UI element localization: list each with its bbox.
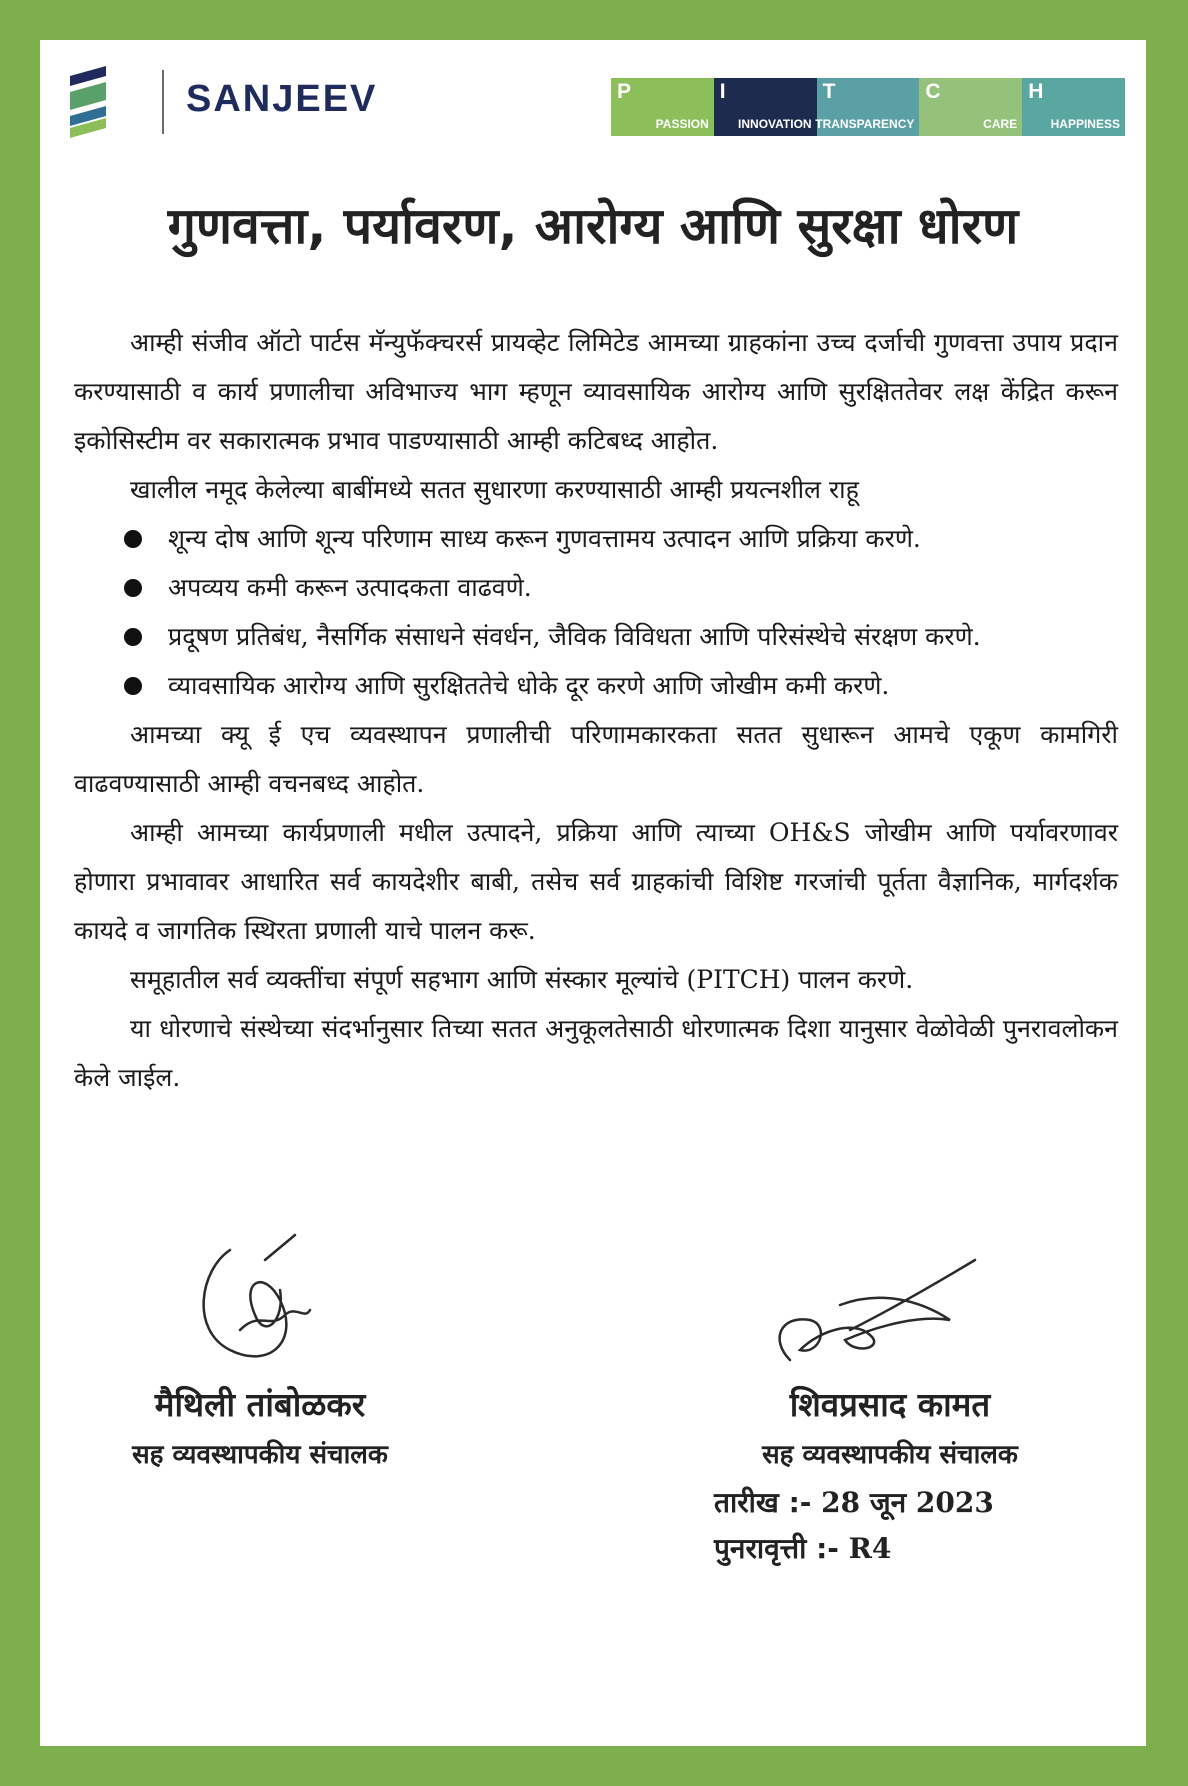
company-logo xyxy=(70,66,400,138)
signature-image xyxy=(680,1220,1100,1380)
signatory-right xyxy=(680,1220,1100,1480)
signatory-left xyxy=(80,1220,440,1480)
signatory-role: सह व्यवस्थापकीय संचालक xyxy=(762,1440,1018,1470)
paragraph-compliance: आम्ही आमच्या कार्यप्रणाली मधील उत्पादने, प्रक्रिया आणि त्याच्या OH&S जोखीम आणि पर्यावरणावर होणारा प्रभावावर आधारित सर्व कायदेशीर बाबी, तसेच सर्व ग्राहकांची विशिष्ट गरजांची पूर्तता वैज्ञानिक, मार्गदर्शक कायदे व जागतिक स्थिरता प्रणाली याचे पालन करू. xyxy=(74,818,1118,945)
revision-line xyxy=(714,1526,994,1572)
pitch-cell-innovation xyxy=(714,78,817,136)
pitch-word: TRANSPARENCY xyxy=(815,117,915,131)
list-item-text: प्रदूषण प्रतिबंध, नैसर्गिक संसाधने संवर्धन, जैविक विविधता आणि परिसंस्थेचे संरक्षण करणे. xyxy=(168,622,981,651)
list-item xyxy=(124,612,1118,661)
revision-value: R4 xyxy=(848,1532,892,1565)
signature-image xyxy=(80,1220,440,1380)
paragraph-pitch-values: समूहातील सर्व व्यक्तींचा संपूर्ण सहभाग आणि संस्कार मूल्यांचे (PITCH) पालन करणे. xyxy=(130,965,914,994)
bullet-icon xyxy=(124,677,142,695)
list-item-text: व्यावसायिक आरोग्य आणि सुरक्षिततेचे धोके दूर करणे आणि जोखीम कमी करणे. xyxy=(168,671,890,700)
list-item-text: शून्य दोष आणि शून्य परिणाम साध्य करून गुणवत्तामय उत्पादन आणि प्रक्रिया करणे. xyxy=(168,524,921,553)
paragraph-qeh-system: आमच्या क्यू ई एच व्यवस्थापन प्रणालीची परिणामकारकता सतत सुधारून आमचे एकूण कामगिरी वाढवण्यासाठी आम्ही वचनबध्द आहोत. xyxy=(74,720,1118,798)
policy-body xyxy=(74,318,1118,1102)
list-item xyxy=(124,563,1118,612)
signatory-name: मैथिली तांबोळकर xyxy=(154,1385,366,1424)
pitch-values-banner xyxy=(611,78,1125,136)
date-line xyxy=(714,1480,994,1526)
pitch-letter: P xyxy=(617,80,632,103)
pitch-letter: T xyxy=(822,80,836,103)
pitch-cell-passion xyxy=(611,78,714,136)
signatory-role: सह व्यवस्थापकीय संचालक xyxy=(132,1440,388,1470)
bullet-icon xyxy=(124,628,142,646)
list-item-text: अपव्यय कमी करून उत्पादकता वाढवणे. xyxy=(168,573,532,602)
list-item xyxy=(124,514,1118,563)
bullet-icon xyxy=(124,530,142,548)
signatory-name: शिवप्रसाद कामत xyxy=(789,1385,991,1424)
paragraph-review: या धोरणाचे संस्थेच्या संदर्भानुसार तिच्या सतत अनुकूलतेसाठी धोरणात्मक दिशा यानुसार वेळोवेळी पुनरावलोकन केले जाईल. xyxy=(74,1014,1118,1092)
pitch-word: HAPPINESS xyxy=(1050,117,1120,131)
pitch-word: PASSION xyxy=(655,117,709,131)
pitch-cell-transparency xyxy=(817,78,920,136)
date-value: 28 जून 2023 xyxy=(821,1486,994,1519)
company-name: SANJEEV xyxy=(186,78,378,120)
revision-label: पुनरावृत्ती :- xyxy=(714,1532,839,1565)
pitch-word: CARE xyxy=(983,117,1018,131)
bullet-icon xyxy=(124,579,142,597)
pitch-cell-care xyxy=(919,78,1022,136)
logo-mark-icon xyxy=(70,66,110,138)
list-item xyxy=(124,661,1118,710)
commitment-list xyxy=(74,514,1118,710)
document-meta xyxy=(714,1480,994,1572)
pitch-letter: H xyxy=(1028,80,1044,103)
pitch-letter: I xyxy=(719,80,726,103)
pitch-word: INNOVATION xyxy=(738,117,812,131)
logo-divider xyxy=(162,70,164,134)
pitch-cell-happiness xyxy=(1022,78,1125,136)
paragraph-commitment: आम्ही संजीव ऑटो पार्टस मॅन्युफॅक्चरर्स प्रायव्हेट लिमिटेड आमच्या ग्राहकांना उच्च दर्जाची गुणवत्ता उपाय प्रदान करण्यासाठी व कार्य प्रणालीचा अविभाज्य भाग म्हणून व्यावसायिक आरोग्य आणि सुरक्षिततेवर लक्ष केंद्रित करून इकोसिस्टीम वर सकारात्मक प्रभाव पाडण्यासाठी आम्ही कटिबध्द आहोत. xyxy=(74,328,1118,455)
policy-title: गुणवत्ता, पर्यावरण, आरोग्य आणि सुरक्षा धोरण xyxy=(167,197,1019,255)
policy-sheet xyxy=(40,40,1146,1746)
date-label: तारीख :- xyxy=(714,1486,812,1519)
pitch-letter: C xyxy=(925,80,941,103)
paragraph-improvement-intro: खालील नमूद केलेल्या बाबींमध्ये सतत सुधारणा करण्यासाठी आम्ही प्रयत्नशील राहू xyxy=(130,475,859,504)
